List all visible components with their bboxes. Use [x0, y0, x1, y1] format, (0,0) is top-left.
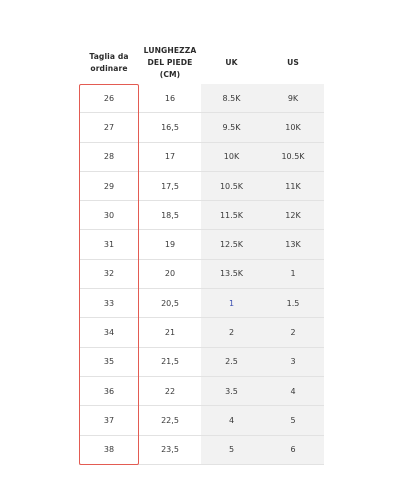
uk-size-cell: 4: [201, 406, 262, 434]
order-size-cell: 26: [103, 93, 115, 103]
table-header: [79, 45, 324, 81]
header-order-size: [79, 51, 139, 75]
order-size-cell: 27: [103, 122, 115, 132]
us-size-cell: 1.5: [262, 289, 324, 317]
header-foot-length-line1: LUNGHEZZA: [143, 46, 197, 55]
us-size-cell: 13K: [262, 230, 324, 258]
foot-length-cell: 16: [164, 93, 176, 103]
foot-length-cell: 20: [164, 269, 176, 279]
size-chart-table: [79, 45, 324, 465]
uk-size-cell: 10.5K: [201, 172, 262, 200]
order-size-cell: 38: [103, 445, 115, 455]
foot-length-cell: 22,5: [161, 415, 179, 425]
us-size-cell: 1: [262, 260, 324, 288]
table-body: [79, 84, 324, 465]
header-order-size-line1: Taglia da: [89, 52, 129, 61]
uk-size-cell: 2: [201, 318, 262, 346]
table-row: [79, 201, 324, 230]
uk-size-cell: 3.5: [201, 377, 262, 405]
uk-size-cell: 5: [201, 436, 262, 464]
order-size-cell: 35: [103, 357, 115, 367]
table-row: [79, 348, 324, 377]
header-foot-length: [139, 45, 201, 81]
table-row: [79, 84, 324, 113]
order-size-cell: 37: [103, 415, 115, 425]
foot-length-cell: 21,5: [161, 357, 179, 367]
uk-size-cell: 12.5K: [201, 230, 262, 258]
header-us: US: [287, 58, 299, 67]
table-row: [79, 406, 324, 435]
uk-size-cell: 8.5K: [201, 84, 262, 112]
header-uk: UK: [225, 58, 238, 67]
order-size-cell: 31: [103, 240, 115, 250]
uk-size-cell: 11.5K: [201, 201, 262, 229]
uk-size-cell: 13.5K: [201, 260, 262, 288]
foot-length-cell: 17,5: [161, 181, 179, 191]
header-foot-length-line2: DEL PIEDE (CM): [147, 58, 193, 79]
table-row: [79, 289, 324, 318]
table-row: [79, 172, 324, 201]
us-size-cell: 6: [262, 436, 324, 464]
order-size-cell: 29: [103, 181, 115, 191]
table-row: [79, 260, 324, 289]
us-size-cell: 4: [262, 377, 324, 405]
order-size-cell: 30: [103, 210, 115, 220]
us-size-cell: 5: [262, 406, 324, 434]
uk-size-cell: 1: [201, 289, 262, 317]
table-row: [79, 377, 324, 406]
table-row: [79, 436, 324, 465]
uk-size-cell: 9.5K: [201, 113, 262, 141]
order-size-cell: 34: [103, 328, 115, 338]
table-row: [79, 318, 324, 347]
header-order-size-line2: ordinare: [90, 64, 128, 73]
order-size-cell: 28: [103, 152, 115, 162]
us-size-cell: 9K: [262, 84, 324, 112]
order-size-cell: 32: [103, 269, 115, 279]
order-size-cell: 33: [103, 298, 115, 308]
table-row: [79, 113, 324, 142]
foot-length-cell: 23,5: [161, 445, 179, 455]
us-size-cell: 10K: [262, 113, 324, 141]
foot-length-cell: 18,5: [161, 210, 179, 220]
order-size-cell: 36: [103, 386, 115, 396]
foot-length-cell: 22: [164, 386, 176, 396]
us-size-cell: 3: [262, 348, 324, 376]
table-row: [79, 143, 324, 172]
us-size-cell: 11K: [262, 172, 324, 200]
table-row: [79, 230, 324, 259]
uk-size-cell: 2.5: [201, 348, 262, 376]
foot-length-cell: 19: [164, 240, 176, 250]
foot-length-cell: 20,5: [161, 298, 179, 308]
foot-length-cell: 21: [164, 328, 176, 338]
us-size-cell: 10.5K: [262, 143, 324, 171]
us-size-cell: 2: [262, 318, 324, 346]
foot-length-cell: 16,5: [161, 122, 179, 132]
foot-length-cell: 17: [164, 152, 176, 162]
us-size-cell: 12K: [262, 201, 324, 229]
uk-size-cell: 10K: [201, 143, 262, 171]
